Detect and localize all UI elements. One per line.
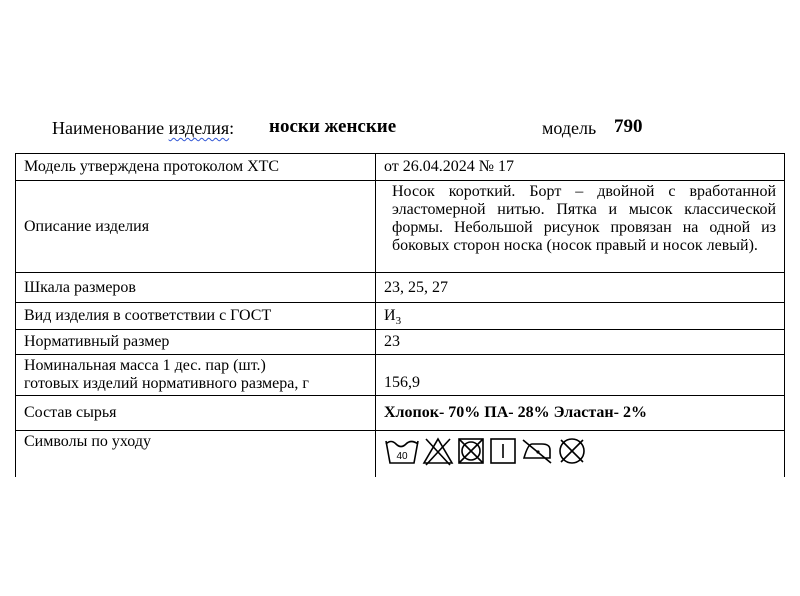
product-name: носки женские xyxy=(269,116,397,137)
no-dry-clean-icon xyxy=(556,435,588,467)
row-key: Состав сырья xyxy=(16,396,376,431)
gost-type-main: И xyxy=(384,306,396,324)
care-icons xyxy=(384,435,588,467)
row-value xyxy=(376,303,785,330)
table-row xyxy=(16,396,785,431)
spec-table xyxy=(15,153,785,477)
table-row xyxy=(16,330,785,355)
row-value: от 26.04.2024 № 17 xyxy=(376,154,785,181)
table-row xyxy=(16,273,785,303)
row-value: 23, 25, 27 xyxy=(376,273,785,303)
row-key xyxy=(16,355,376,396)
table-row xyxy=(16,431,785,477)
row-key: Вид изделия в соответствии с ГОСТ xyxy=(16,303,376,330)
spellcheck-word: изделия xyxy=(168,118,230,138)
product-header xyxy=(52,116,752,140)
row-key-line1: Номинальная масса 1 дес. пар (шт.) xyxy=(24,357,266,374)
row-key: Шкала размеров xyxy=(16,273,376,303)
table-row xyxy=(16,355,785,396)
no-bleach-icon xyxy=(422,435,454,467)
wash-temp: 40 xyxy=(396,451,408,463)
row-key: Символы по уходу xyxy=(16,431,376,477)
product-name-label: Наименование изделия: xyxy=(52,118,235,138)
line-dry-icon xyxy=(488,436,518,466)
table-row xyxy=(16,154,785,181)
model-label: модель xyxy=(542,118,597,138)
iron-low-icon xyxy=(520,436,554,466)
wash-40-icon xyxy=(384,435,420,467)
description-text: Носок короткий. Борт – двойной с вработанной эластомерной нитью. Пятка и мысок классической формы. Небольшой рисунок провязан на одной из боковых сторон носка (носок правый и носок левый). xyxy=(376,181,785,273)
row-key: Нормативный размер xyxy=(16,330,376,355)
composition-value: Хлопок- 70% ПА- 28% Эластан- 2% xyxy=(376,396,785,431)
row-key-line2: готовых изделий нормативного размера, г xyxy=(24,375,309,392)
row-key: Модель утверждена протоколом ХТС xyxy=(16,154,376,181)
model-number: 790 xyxy=(614,116,643,137)
gost-type-sub: 3 xyxy=(395,314,402,327)
table-row xyxy=(16,303,785,330)
table-row xyxy=(16,181,785,273)
row-key: Описание изделия xyxy=(16,181,376,273)
row-value: 156,9 xyxy=(376,355,785,396)
care-symbols xyxy=(376,431,785,477)
no-tumble-dry-icon xyxy=(456,436,486,466)
row-value: 23 xyxy=(376,330,785,355)
